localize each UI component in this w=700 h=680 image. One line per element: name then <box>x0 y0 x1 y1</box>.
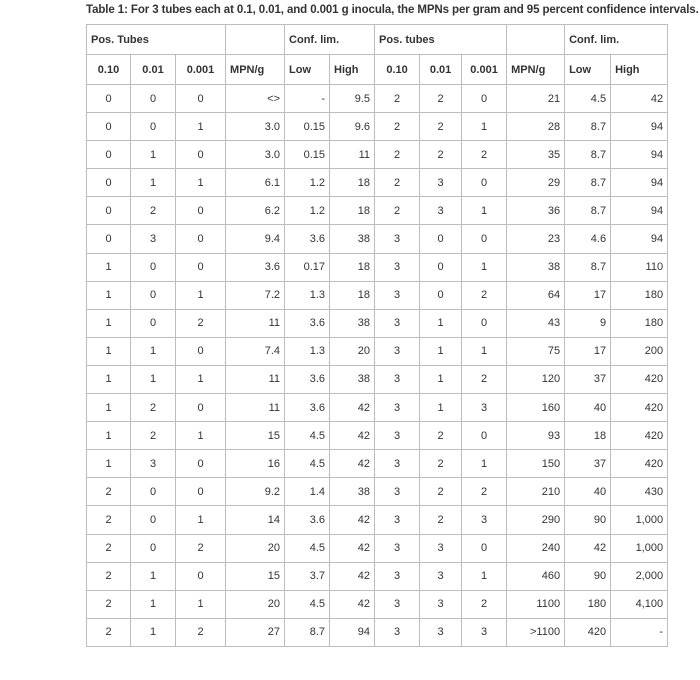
table-cell: 2 <box>375 113 420 141</box>
table-cell: >1100 <box>507 618 565 646</box>
table-cell: - <box>611 618 668 646</box>
table-cell: 9.5 <box>330 85 375 113</box>
table-cell: 2 <box>87 562 131 590</box>
table-cell: 0 <box>176 197 226 225</box>
table-cell: 1 <box>87 281 131 309</box>
table-cell: 2 <box>87 478 131 506</box>
table-cell: 37 <box>565 450 611 478</box>
column-header: MPN/g <box>507 55 565 85</box>
table-cell: 1.2 <box>285 197 330 225</box>
table-cell: 180 <box>611 281 668 309</box>
table-cell: 2,000 <box>611 562 668 590</box>
table-cell: 2 <box>375 197 420 225</box>
table-cell: 2 <box>420 113 462 141</box>
table-cell: 1.3 <box>285 337 330 365</box>
table-cell: 3 <box>375 534 420 562</box>
table-cell: 2 <box>462 141 507 169</box>
table-cell: 1100 <box>507 590 565 618</box>
table-row <box>87 590 668 618</box>
table-cell: 40 <box>565 394 611 422</box>
table-cell: 18 <box>330 281 375 309</box>
table-cell: 0 <box>176 253 226 281</box>
table-cell: 27 <box>226 618 285 646</box>
table-cell: 2 <box>462 365 507 393</box>
table-cell: 18 <box>565 422 611 450</box>
table-cell: 1 <box>176 590 226 618</box>
column-header: 0.10 <box>87 55 131 85</box>
table-cell: 42 <box>330 506 375 534</box>
column-header: 0.001 <box>462 55 507 85</box>
table-cell: 2 <box>176 309 226 337</box>
table-cell: 21 <box>507 85 565 113</box>
table-cell: 420 <box>611 422 668 450</box>
table-cell: 0 <box>87 141 131 169</box>
table-cell: 1 <box>420 309 462 337</box>
table-cell: 3 <box>375 253 420 281</box>
table-cell: 1 <box>176 169 226 197</box>
table-cell: 38 <box>330 225 375 253</box>
table-cell: 0 <box>131 85 176 113</box>
table-cell: 3 <box>131 450 176 478</box>
table-cell: 2 <box>87 506 131 534</box>
table-cell: 1 <box>87 450 131 478</box>
table-cell: 4.6 <box>565 225 611 253</box>
table-cell: 200 <box>611 337 668 365</box>
table-cell: 1 <box>420 365 462 393</box>
table-cell: 0 <box>420 225 462 253</box>
table-cell: 2 <box>131 197 176 225</box>
table-cell: 11 <box>226 309 285 337</box>
table-cell: 23 <box>507 225 565 253</box>
table-cell: 20 <box>226 534 285 562</box>
table-cell: 3 <box>462 506 507 534</box>
table-cell: 90 <box>565 506 611 534</box>
column-header: 0.001 <box>176 55 226 85</box>
table-cell: 2 <box>131 422 176 450</box>
table-cell: 3.6 <box>226 253 285 281</box>
table-cell: 17 <box>565 337 611 365</box>
table-cell: 120 <box>507 365 565 393</box>
table-cell: 8.7 <box>565 113 611 141</box>
table-cell: 3 <box>375 478 420 506</box>
table-cell: 9 <box>565 309 611 337</box>
table-cell: 35 <box>507 141 565 169</box>
table-cell: 1 <box>176 506 226 534</box>
table-row <box>87 618 668 646</box>
table-row <box>87 337 668 365</box>
table-cell: 42 <box>330 422 375 450</box>
table-cell: 94 <box>611 197 668 225</box>
column-header-row <box>87 55 668 85</box>
table-cell: 2 <box>420 85 462 113</box>
table-cell: 180 <box>611 309 668 337</box>
table-cell: 1 <box>87 337 131 365</box>
table-cell: 0 <box>176 225 226 253</box>
table-row <box>87 197 668 225</box>
table-cell: 43 <box>507 309 565 337</box>
table-cell: 3 <box>375 394 420 422</box>
table-cell: 2 <box>420 422 462 450</box>
table-cell: 0 <box>87 197 131 225</box>
table-cell: 110 <box>611 253 668 281</box>
table-cell: 460 <box>507 562 565 590</box>
table-cell: 42 <box>330 562 375 590</box>
group-header-pos-tubes-right: Pos. tubes <box>375 25 507 55</box>
table-row <box>87 365 668 393</box>
table-cell: 3 <box>375 506 420 534</box>
table-cell: 2 <box>87 534 131 562</box>
table-cell: 64 <box>507 281 565 309</box>
table-cell: 0.17 <box>285 253 330 281</box>
table-cell: 7.4 <box>226 337 285 365</box>
table-cell: 0.15 <box>285 141 330 169</box>
table-cell: 1 <box>462 197 507 225</box>
table-cell: 9.6 <box>330 113 375 141</box>
mpn-table <box>86 24 668 647</box>
table-cell: 0 <box>462 309 507 337</box>
table-cell: 2 <box>462 281 507 309</box>
table-cell: 3 <box>375 365 420 393</box>
table-row <box>87 225 668 253</box>
table-cell: 0 <box>420 253 462 281</box>
table-cell: 430 <box>611 478 668 506</box>
table-cell: 1.4 <box>285 478 330 506</box>
table-cell: 0 <box>176 562 226 590</box>
table-row <box>87 394 668 422</box>
table-cell: 0 <box>131 534 176 562</box>
table-cell: 1.3 <box>285 281 330 309</box>
table-cell: 2 <box>462 590 507 618</box>
group-header-blank-left <box>226 25 285 55</box>
table-cell: 1 <box>131 365 176 393</box>
table-cell: 1 <box>176 113 226 141</box>
table-cell: 0 <box>176 337 226 365</box>
table-cell: 0 <box>87 113 131 141</box>
column-header: 0.10 <box>375 55 420 85</box>
table-cell: 8.7 <box>565 197 611 225</box>
column-header: High <box>611 55 668 85</box>
table-cell: 240 <box>507 534 565 562</box>
table-row <box>87 141 668 169</box>
table-cell: 290 <box>507 506 565 534</box>
table-row <box>87 562 668 590</box>
table-cell: 1 <box>420 337 462 365</box>
table-cell: 0 <box>131 113 176 141</box>
table-cell: 94 <box>611 169 668 197</box>
table-cell: 29 <box>507 169 565 197</box>
table-cell: 8.7 <box>285 618 330 646</box>
table-cell: 94 <box>611 141 668 169</box>
table-cell: 3 <box>420 197 462 225</box>
table-cell: 36 <box>507 197 565 225</box>
table-cell: 180 <box>565 590 611 618</box>
table-cell: - <box>285 85 330 113</box>
table-cell: 2 <box>420 478 462 506</box>
table-cell: 14 <box>226 506 285 534</box>
table-cell: 94 <box>611 225 668 253</box>
table-cell: 0 <box>462 422 507 450</box>
table-cell: 9.2 <box>226 478 285 506</box>
table-row <box>87 253 668 281</box>
table-cell: 2 <box>176 618 226 646</box>
table-cell: 3.0 <box>226 141 285 169</box>
group-header-conf-lim-right: Conf. lim. <box>565 25 668 55</box>
column-header: High <box>330 55 375 85</box>
table-cell: 3.6 <box>285 506 330 534</box>
table-cell: 3 <box>420 534 462 562</box>
table-cell: 3 <box>131 225 176 253</box>
table-cell: 2 <box>87 590 131 618</box>
table-cell: 11 <box>226 365 285 393</box>
table-cell: 4.5 <box>565 85 611 113</box>
table-cell: 0 <box>87 169 131 197</box>
table-cell: 0 <box>176 394 226 422</box>
table-cell: 0 <box>462 169 507 197</box>
table-cell: 11 <box>226 394 285 422</box>
table-cell: 38 <box>330 309 375 337</box>
table-cell: 1 <box>87 422 131 450</box>
table-cell: 1 <box>462 450 507 478</box>
table-cell: 42 <box>565 534 611 562</box>
table-cell: 1 <box>87 309 131 337</box>
table-cell: 4,100 <box>611 590 668 618</box>
group-header-blank-right <box>507 25 565 55</box>
table-cell: 0 <box>131 253 176 281</box>
table-row <box>87 506 668 534</box>
table-cell: 18 <box>330 169 375 197</box>
table-cell: 3 <box>462 618 507 646</box>
table-cell: 9.4 <box>226 225 285 253</box>
table-cell: 3 <box>375 225 420 253</box>
table-cell: 1 <box>131 169 176 197</box>
table-cell: 3 <box>420 618 462 646</box>
table-row <box>87 85 668 113</box>
table-cell: 6.2 <box>226 197 285 225</box>
table-cell: 1 <box>131 562 176 590</box>
table-cell: 2 <box>462 478 507 506</box>
table-cell: 4.5 <box>285 534 330 562</box>
table-cell: 420 <box>565 618 611 646</box>
table-row <box>87 478 668 506</box>
table-cell: 1 <box>462 113 507 141</box>
column-header: Low <box>565 55 611 85</box>
table-row <box>87 422 668 450</box>
table-cell: 1 <box>87 253 131 281</box>
table-cell: 42 <box>330 590 375 618</box>
table-cell: 210 <box>507 478 565 506</box>
table-cell: 2 <box>375 85 420 113</box>
table-cell: 420 <box>611 365 668 393</box>
table-cell: 4.5 <box>285 590 330 618</box>
table-cell: 3 <box>375 562 420 590</box>
group-header-conf-lim-left: Conf. lim. <box>285 25 375 55</box>
table-cell: 18 <box>330 197 375 225</box>
table-cell: 2 <box>375 169 420 197</box>
table-cell: 0 <box>462 534 507 562</box>
table-cell: 20 <box>226 590 285 618</box>
table-cell: 94 <box>330 618 375 646</box>
table-cell: 8.7 <box>565 169 611 197</box>
table-cell: 1 <box>462 253 507 281</box>
table-cell: 0 <box>131 506 176 534</box>
table-cell: 0 <box>462 225 507 253</box>
table-row <box>87 534 668 562</box>
table-cell: 40 <box>565 478 611 506</box>
table-cell: 1 <box>462 337 507 365</box>
table-cell: 1 <box>176 281 226 309</box>
table-row <box>87 309 668 337</box>
group-header-row <box>87 25 668 55</box>
table-cell: 1 <box>87 394 131 422</box>
table-cell: 1 <box>462 562 507 590</box>
table-cell: 90 <box>565 562 611 590</box>
table-cell: 2 <box>131 394 176 422</box>
table-cell: 150 <box>507 450 565 478</box>
table-cell: 38 <box>330 478 375 506</box>
table-cell: 3 <box>375 618 420 646</box>
table-cell: 0 <box>131 478 176 506</box>
table-cell: 1 <box>131 590 176 618</box>
table-cell: 420 <box>611 394 668 422</box>
table-cell: 75 <box>507 337 565 365</box>
table-cell: 1 <box>176 422 226 450</box>
table-cell: 8.7 <box>565 253 611 281</box>
table-cell: 0 <box>131 309 176 337</box>
table-cell: 42 <box>330 450 375 478</box>
table-cell: 420 <box>611 450 668 478</box>
table-cell: 2 <box>420 141 462 169</box>
table-cell: 1.2 <box>285 169 330 197</box>
table-cell: 8.7 <box>565 141 611 169</box>
table-cell: 3 <box>420 590 462 618</box>
table-cell: 3.6 <box>285 309 330 337</box>
table-cell: 17 <box>565 281 611 309</box>
table-cell: 11 <box>330 141 375 169</box>
table-cell: 160 <box>507 394 565 422</box>
table-cell: 42 <box>330 534 375 562</box>
table-row <box>87 281 668 309</box>
column-header: 0.01 <box>420 55 462 85</box>
table-cell: 3.6 <box>285 225 330 253</box>
table-cell: 37 <box>565 365 611 393</box>
table-cell: 3 <box>420 562 462 590</box>
table-cell: 0 <box>87 85 131 113</box>
table-cell: 2 <box>176 534 226 562</box>
table-row <box>87 169 668 197</box>
table-cell: 0 <box>131 281 176 309</box>
table-cell: 3 <box>375 309 420 337</box>
table-cell: 0 <box>87 225 131 253</box>
table-cell: 42 <box>330 394 375 422</box>
table-cell: 15 <box>226 562 285 590</box>
table-cell: 1 <box>420 394 462 422</box>
table-cell: 2 <box>420 506 462 534</box>
table-cell: 0 <box>420 281 462 309</box>
table-cell: 0 <box>176 450 226 478</box>
table-cell: 0.15 <box>285 113 330 141</box>
table-cell: <> <box>226 85 285 113</box>
table-cell: 38 <box>507 253 565 281</box>
table-cell: 7.2 <box>226 281 285 309</box>
table-cell: 3 <box>375 337 420 365</box>
table-cell: 16 <box>226 450 285 478</box>
table-cell: 15 <box>226 422 285 450</box>
table-cell: 3 <box>462 394 507 422</box>
table-cell: 1,000 <box>611 534 668 562</box>
table-cell: 0 <box>176 478 226 506</box>
table-cell: 4.5 <box>285 450 330 478</box>
table-cell: 3.7 <box>285 562 330 590</box>
table-cell: 3 <box>375 590 420 618</box>
table-cell: 3.6 <box>285 365 330 393</box>
table-cell: 3 <box>375 281 420 309</box>
column-header: 0.01 <box>131 55 176 85</box>
table-cell: 1 <box>87 365 131 393</box>
table-cell: 93 <box>507 422 565 450</box>
table-cell: 2 <box>87 618 131 646</box>
table-cell: 3.0 <box>226 113 285 141</box>
column-header: MPN/g <box>226 55 285 85</box>
table-cell: 1 <box>131 618 176 646</box>
table-cell: 2 <box>420 450 462 478</box>
table-cell: 1 <box>131 141 176 169</box>
table-cell: 2 <box>375 141 420 169</box>
table-cell: 20 <box>330 337 375 365</box>
table-row <box>87 113 668 141</box>
table-cell: 1 <box>176 365 226 393</box>
table-cell: 3 <box>375 422 420 450</box>
table-row <box>87 450 668 478</box>
table-cell: 1,000 <box>611 506 668 534</box>
table-cell: 3.6 <box>285 394 330 422</box>
column-header: Low <box>285 55 330 85</box>
table-cell: 6.1 <box>226 169 285 197</box>
table-cell: 0 <box>462 85 507 113</box>
table-body <box>87 85 668 647</box>
table-cell: 94 <box>611 113 668 141</box>
table-cell: 0 <box>176 141 226 169</box>
table-cell: 0 <box>176 85 226 113</box>
table-cell: 3 <box>375 450 420 478</box>
table-caption: Table 1: For 3 tubes each at 0.1, 0.01, and 0.001 g inocula, the MPNs per gram and 95 percent confidence intervals. <box>86 4 699 16</box>
table-cell: 18 <box>330 253 375 281</box>
table-cell: 28 <box>507 113 565 141</box>
table-cell: 4.5 <box>285 422 330 450</box>
group-header-pos-tubes-left: Pos. Tubes <box>87 25 226 55</box>
table-cell: 3 <box>420 169 462 197</box>
table-cell: 38 <box>330 365 375 393</box>
table-cell: 42 <box>611 85 668 113</box>
table-cell: 1 <box>131 337 176 365</box>
